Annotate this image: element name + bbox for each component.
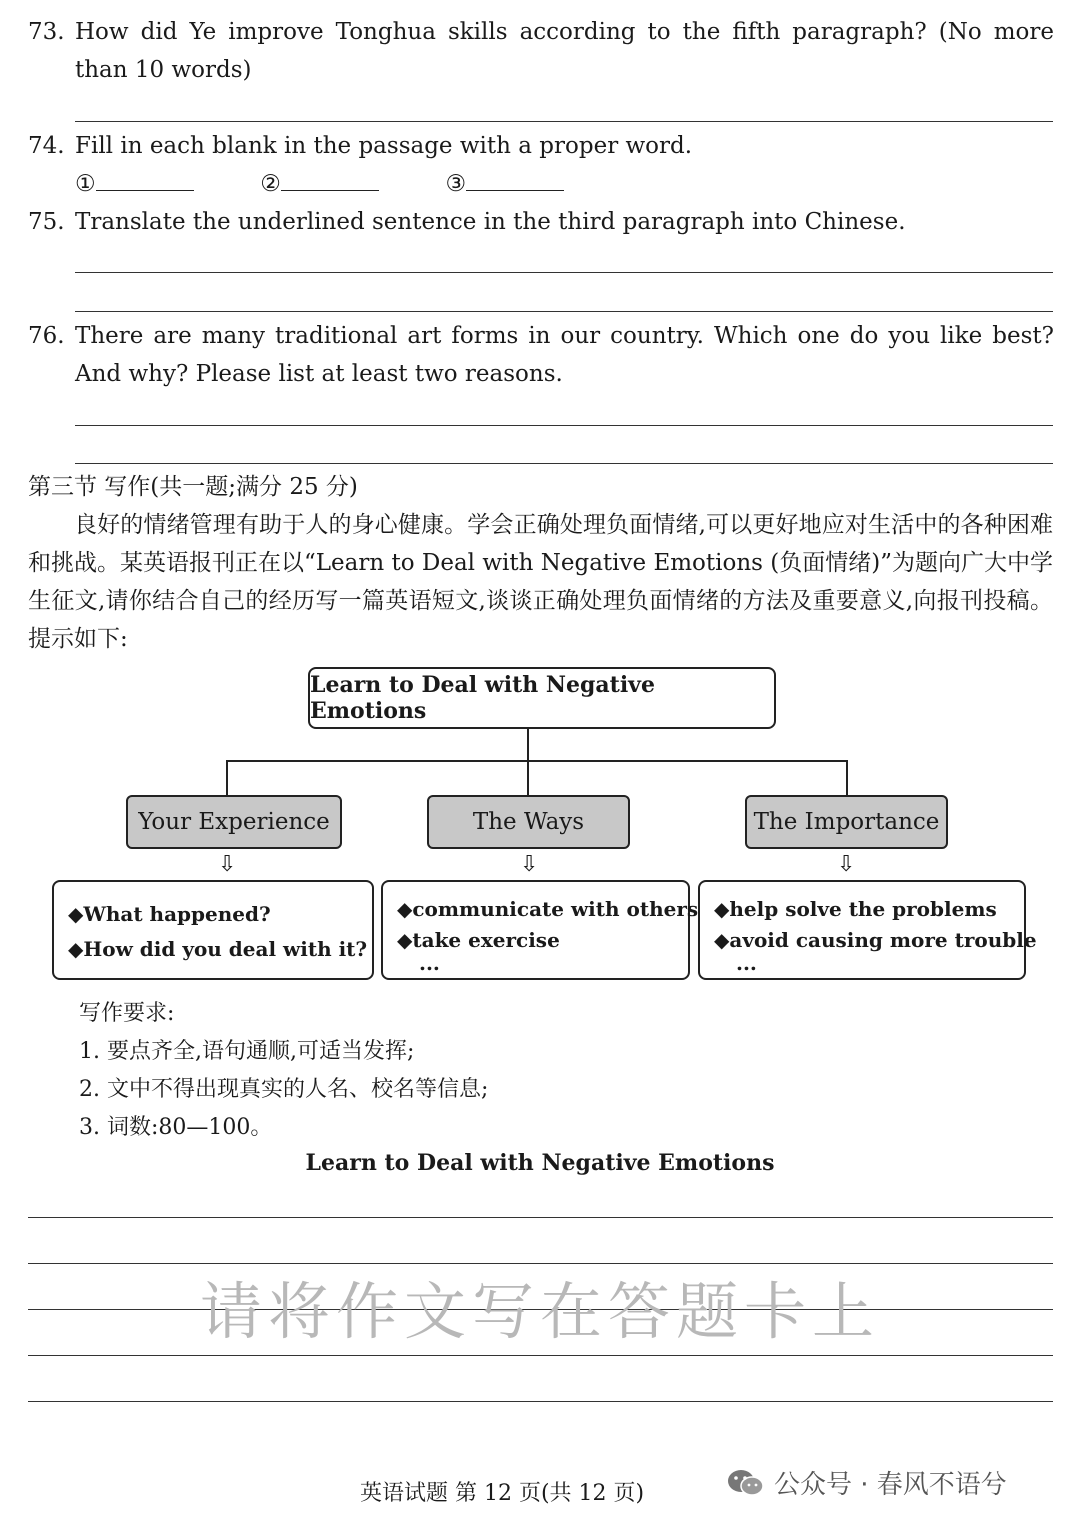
blank-row (75, 165, 564, 203)
answer-line[interactable] (75, 121, 1053, 122)
diagram-title: Learn to Deal with Negative Emotions (308, 667, 776, 729)
blank-marker: ① (75, 171, 96, 197)
writing-line[interactable] (28, 1355, 1053, 1356)
connector-line (527, 729, 529, 795)
category-importance: The Importance (745, 795, 948, 849)
answer-line[interactable] (75, 463, 1053, 464)
down-arrow-icon: ⇩ (837, 852, 856, 877)
connector-line (226, 760, 847, 762)
blank-marker: ③ (445, 171, 467, 197)
question-number: 76. (28, 323, 65, 349)
blank-3[interactable] (446, 171, 565, 197)
writing-line[interactable] (28, 1217, 1053, 1218)
bullet-point: ◆communicate with others (397, 897, 699, 921)
blank-1[interactable] (75, 171, 194, 197)
section-heading: 第三节 写作(共一题;满分 25 分) (28, 474, 358, 500)
question-number: 75. (28, 209, 65, 235)
bullet-point: ◆help solve the problems (714, 897, 997, 921)
essay-title: Learn to Deal with Negative Emotions (305, 1150, 775, 1176)
blank-marker: ② (260, 171, 281, 197)
ellipsis: ... (419, 951, 440, 975)
question-text: There are many traditional art forms in our country. Which one do you like best? And why? Please list at least two reasons. (75, 323, 1054, 387)
category-experience: Your Experience (126, 795, 342, 849)
writing-prompt: 良好的情绪管理有助于人的身心健康。学会正确处理负面情绪,可以更好地应对生活中的各种困难和挑战。某英语报刊正在以“Learn to Deal with Negative Emotions (负面情绪)”为题向广大中学生征文,请你结合自己的经历写一篇英语短文,谈谈正确处理负面情绪的方法及重要意义,向报刊投稿。提示如下: (28, 512, 1053, 652)
requirement-item: 2. 文中不得出现真实的人名、校名等信息; (79, 1077, 489, 1102)
question-text: Translate the underlined sentence in the third paragraph into Chinese. (75, 209, 906, 235)
category-ways: The Ways (427, 795, 630, 849)
question-text: How did Ye improve Tonghua skills according to the fifth paragraph? (No more than 10 words) (75, 19, 1054, 83)
answer-line[interactable] (75, 272, 1053, 273)
connector-line (226, 760, 228, 795)
page-footer: 英语试题 第 12 页(共 12 页) (360, 1481, 645, 1506)
writing-line[interactable] (28, 1401, 1053, 1402)
down-arrow-icon: ⇩ (218, 852, 237, 877)
down-arrow-icon: ⇩ (520, 852, 539, 877)
wechat-icon (726, 1468, 766, 1498)
bullet-point: ◆avoid causing more trouble (714, 928, 1037, 952)
question-number: 74. (28, 133, 65, 159)
question-text: Fill in each blank in the passage with a proper word. (75, 133, 693, 159)
answer-line[interactable] (75, 311, 1053, 312)
ways-box (381, 880, 699, 980)
blank-2[interactable] (260, 171, 379, 197)
question-number: 73. (28, 19, 65, 45)
brand-text: 公众号 · 春风不语兮 (774, 1470, 1007, 1500)
ellipsis: ... (736, 951, 757, 975)
experience-box (52, 880, 374, 980)
watermark: 请将作文写在答题卡上 (199, 1275, 880, 1348)
bullet-point: ◆What happened? (68, 902, 271, 926)
connector-line (846, 760, 848, 795)
requirements-heading: 写作要求: (79, 1001, 175, 1026)
bullet-point: ◆How did you deal with it? (68, 937, 368, 961)
requirement-item: 3. 词数:80—100。 (79, 1115, 273, 1140)
requirement-item: 1. 要点齐全,语句通顺,可适当发挥; (79, 1039, 415, 1064)
importance-box (698, 880, 1037, 980)
answer-line[interactable] (75, 425, 1053, 426)
brand-badge (726, 1464, 1007, 1501)
bullet-point: ◆take exercise (397, 928, 560, 952)
